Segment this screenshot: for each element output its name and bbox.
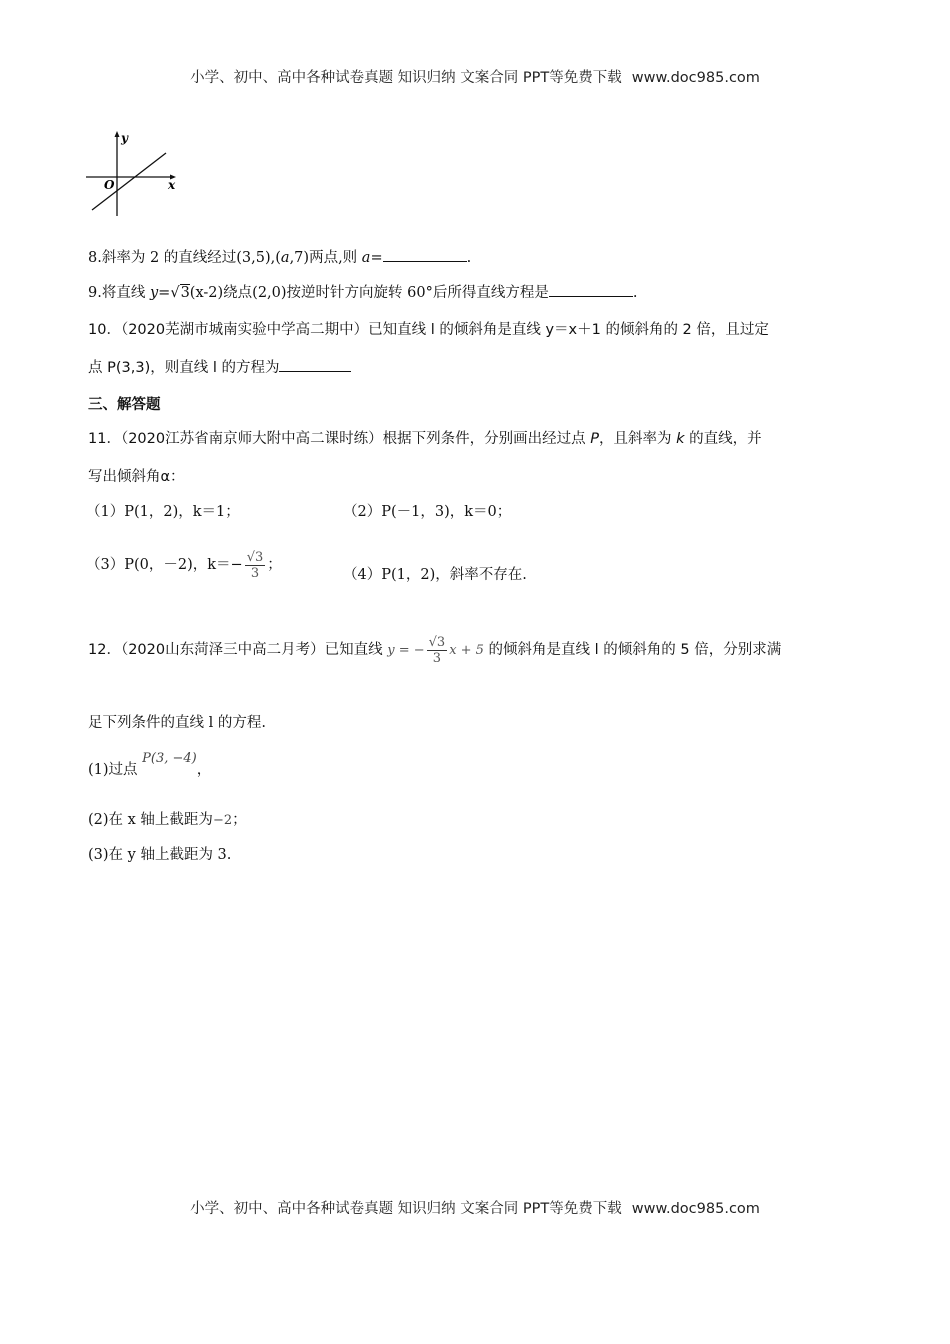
question-11-case1: （1）P(1，2)，k＝1； (86, 504, 240, 520)
question-12-part3: (3)在 y 轴上截距为 3. (88, 847, 232, 863)
sqrt-sign: √ (170, 285, 180, 301)
footer-text: 小学、初中、高中各种试卷真题 知识归纳 文案合同 PPT等免费下载 (190, 1201, 622, 1217)
footer-url[interactable]: www.doc985.com (631, 1201, 760, 1217)
question-12-line2: 足下列条件的直线 l 的方程. (88, 715, 266, 731)
question-11-line1: 11．（2020江苏省南京师大附中高二课时练）根据下列条件，分别画出经过点 P，且斜率为 k 的直线，并 (88, 431, 762, 447)
header-text: 小学、初中、高中各种试卷真题 知识归纳 文案合同 PPT等免费下载 (190, 70, 622, 86)
question-10-line2: 点 P(3,3)，则直线 l 的方程为 (88, 358, 351, 378)
question-10-line1: 10．（2020芜湖市城南实验中学高二期中）已知直线 l 的倾斜角是直线 y＝x＋1 的倾斜角的 2 倍，且过定 (88, 322, 769, 338)
question-11-case2: （2）P(－1，3)，k＝0； (343, 504, 512, 520)
question-9: 9.将直线 y=√3(x-2)绕点(2,0)按逆时针方向旋转 60°后所得直线方程是 . (88, 285, 638, 301)
answer-blank[interactable] (383, 248, 467, 262)
answer-blank[interactable] (279, 358, 351, 372)
question-11-case3: （3）P(0，－2)，k＝− $\frac{√3}{3}$ ； (86, 549, 282, 581)
question-12-part2: (2)在 x 轴上截距为−2； (88, 812, 247, 828)
header-url[interactable]: www.doc985.com (631, 70, 760, 86)
section-title: 三、解答题 (88, 397, 161, 413)
point-P: P(3, −4) (142, 751, 197, 766)
y-axis-label: y (121, 131, 128, 145)
fraction: $\frac{√3}{3}$ (428, 635, 446, 666)
question-11-line2: 写出倾斜角α： (88, 469, 185, 485)
question-8: 8.斜率为 2 的直线经过(3,5),(a,7)两点,则 a= . (88, 250, 472, 266)
origin-label: O (104, 178, 115, 192)
equation: y = − $\frac{√3}{3}$ x + 5 (387, 635, 484, 666)
x-axis-label: x (168, 178, 176, 192)
question-12-line1: 12．（2020山东菏泽三中高二月考）已知直线 y = − $\frac{√3}{3}$ x + 5 的倾斜角是直线 l 的倾斜角的 5 倍，分别求满 (88, 635, 782, 666)
answer-blank[interactable] (549, 283, 633, 297)
fraction: $\frac{√3}{3}$ (246, 549, 264, 581)
question-12-part1: (1)过点 P(3, −4)， (88, 751, 212, 778)
coordinate-figure (84, 128, 184, 220)
page-header (0, 66, 950, 87)
question-11-case4: （4）P(1，2)，斜率不存在. (343, 567, 527, 583)
page-footer (0, 1197, 950, 1218)
y-axis-arrow (115, 131, 120, 137)
